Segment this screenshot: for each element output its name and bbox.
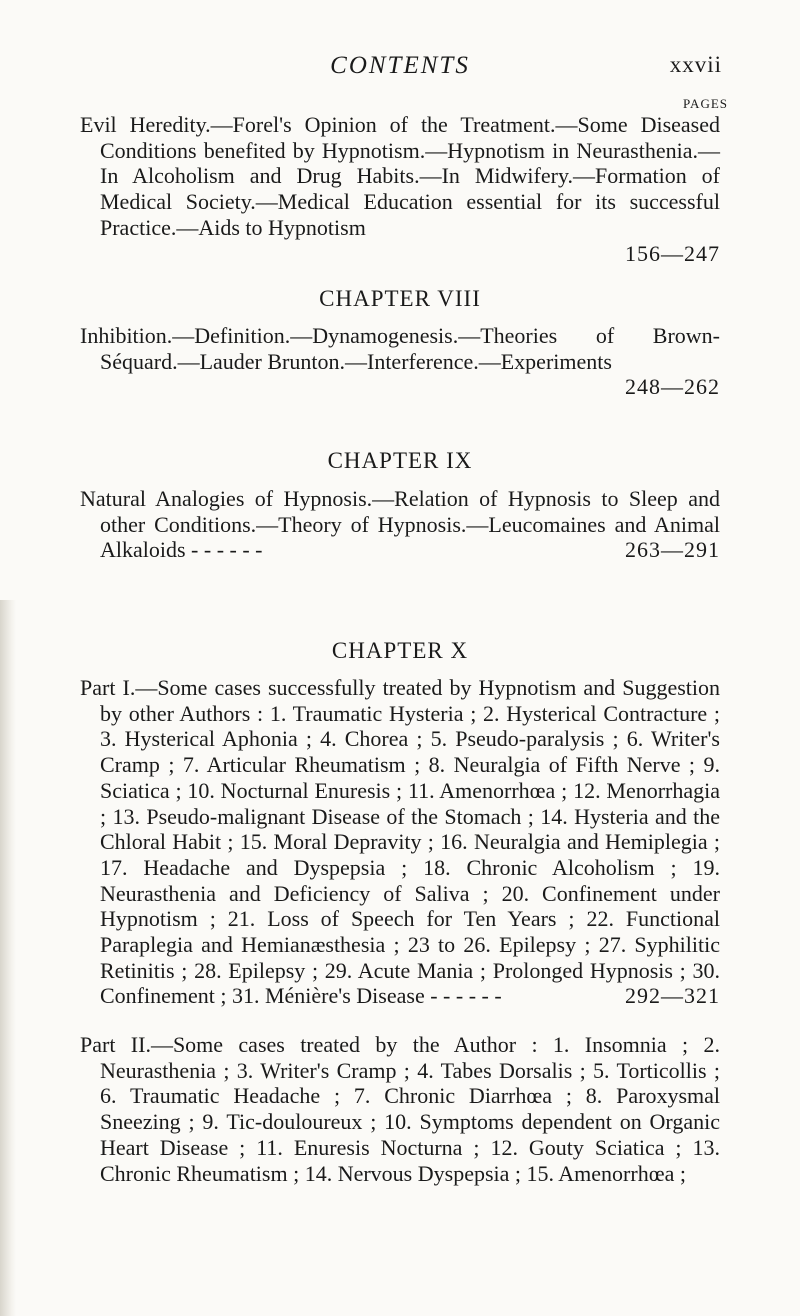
header-page-number: xxvii (669, 52, 722, 77)
entry-text-body: Part I.—Some cases successfully treated by Hypnotism and Suggestion by other Authors : 1. Traumatic Hysteria ; 2. Hysterical Contracture ; 3. Hysterical Aphonia ; 4. Chorea ; 5. Pseudo-paralysis ; 6. Writer's Cramp ; 7. Articular Rheumatism ; 8. Neuralgia of Fifth Nerve ; 9. Sciatica ; 10. Nocturnal Enuresis ; 11. Amenorrhœa ; 12. Menorrhagia ; 13. Pseudo-malignant Disease of the Stomach ; 14. Hysteria and the Chloral Habit ; 15. Moral Depravity ; 16. Neuralgia and Hemiplegia ; 17. Headache and Dyspepsia ; 18. Chronic Alcoholism ; 19. Neurasthenia and Deficiency of Saliva ; 20. Confinement under Hypnotism ; 21. Loss of Speech for Ten Years ; 22. Functional Paraplegia and Hemianæsthesia ; 23 to 26. Epilepsy ; 27. Syphilitic Retinitis ; 28. Epilepsy ; 29. Acute Mania ; Prolonged Hypnosis ; 30. Confinement ; 31. Ménière's Disease - - - - - - (80, 675, 720, 1009)
running-header (0, 52, 800, 86)
page-range: 248—262 (625, 374, 720, 400)
chapter-8-entry (80, 323, 720, 400)
page-range: 263—291 (625, 537, 720, 563)
entry-text: Inhibition.—Definition.—Dynamogenesis.—Theories of Brown-Séquard.—Lauder Brunton.—Interference.—Experiments (80, 323, 720, 374)
header-title: CONTENTS (330, 52, 470, 79)
entry-text-body: Natural Analogies of Hypnosis.—Relation of Hypnosis to Sleep and other Conditions.—Theory of Hypnosis.—Leucomaines and Animal Alkaloids - - - - - - (80, 486, 720, 563)
entry-text (80, 675, 720, 1009)
entry-text (80, 486, 720, 563)
page-range: 156—247 (625, 240, 720, 266)
chapter-10-part-1-entry (80, 675, 720, 1009)
entry-text: Part II.—Some cases treated by the Author : 1. Insomnia ; 2. Neurasthenia ; 3. Writer's Cramp ; 4. Tabes Dorsalis ; 5. Torticollis ; 6. Traumatic Headache ; 7. Chronic Diarrhœa ; 8. Paroxysmal Sneezing ; 9. Tic-douloureux ; 10. Symptoms dependent on Organic Heart Disease ; 11. Enuresis Nocturna ; 12. Gouty Sciatica ; 13. Chronic Rheumatism ; 14. Nervous Dyspepsia ; 15. Amenorrhœa ; (80, 1032, 720, 1186)
chapter-10-part-2-entry (80, 1032, 720, 1186)
chapter-7-continued-entry (80, 112, 720, 266)
entry-text: Evil Heredity.—Forel's Opinion of the Treatment.—Some Diseased Conditions benefited by Hypnotism.—Hypnotism in Neurasthenia.—In Alcoholism and Drug Habits.—In Midwifery.—Formation of Medical Society.—Medical Education essential for its successful Practice.—Aids to Hypnotism (80, 112, 720, 240)
chapter-heading: CHAPTER IX (327, 448, 473, 473)
page-gutter-shadow (0, 600, 16, 1316)
page-range: 292—321 (625, 983, 720, 1009)
chapter-heading: CHAPTER X (331, 638, 469, 663)
chapter-9-entry (80, 486, 720, 563)
chapter-heading: CHAPTER VIII (319, 286, 481, 311)
pages-column-label: PAGES (683, 96, 728, 111)
